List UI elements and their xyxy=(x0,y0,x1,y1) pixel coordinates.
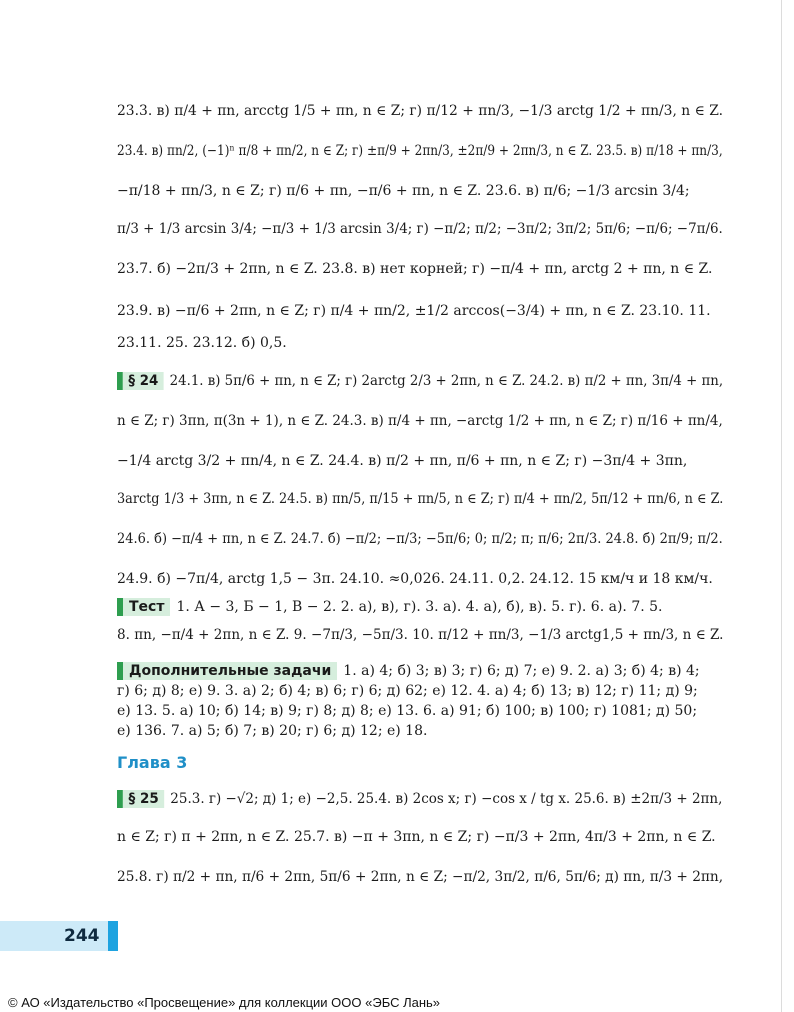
section-24-line xyxy=(117,372,723,390)
answer-line: 8. πn, −π/4 + 2πn, n ∈ Z. 9. −7π/3, −5π/3. 10. π/12 + πn/3, −1/3 arctg1,5 + πn/3, n ∈ Z. xyxy=(117,627,724,643)
extra-tasks-line xyxy=(117,662,700,680)
answer-line: 23.7. б) −2π/3 + 2πn, n ∈ Z. 23.8. в) нет корней; г) −π/4 + πn, arctg 2 + πn, n ∈ Z. xyxy=(117,261,713,277)
extra-tasks-tag: Дополнительные задачи xyxy=(117,662,337,680)
answer-text: 1. а) 4; б) 3; в) 3; г) 6; д) 7; е) 9. 2. а) 3; б) 4; в) 4; xyxy=(343,663,700,679)
answer-line: е) 136. 7. а) 5; б) 7; в) 20; г) 6; д) 12; е) 18. xyxy=(117,723,428,739)
answer-line: г) 6; д) 8; е) 9. 3. а) 2; б) 4; в) 6; г) 6; д) 62; е) 12. 4. а) 4; б) 13; в) 12; г) 11; д) 9; xyxy=(117,683,698,699)
answer-line: 23.11. 25. 23.12. б) 0,5. xyxy=(117,335,287,351)
chapter-title: Глава 3 xyxy=(117,753,188,772)
copyright-footer: © АО «Издательство «Просвещение» для коллекции ООО «ЭБС Лань» xyxy=(8,995,441,1010)
answer-line: е) 13. 5. а) 10; б) 14; в) 9; г) 8; д) 8; е) 13. 6. а) 91; б) 100; в) 100; г) 1081; д) 50; xyxy=(117,703,698,719)
page-number-accent xyxy=(108,921,118,951)
answer-line: n ∈ Z; г) π + 2πn, n ∈ Z. 25.7. в) −π + 3πn, n ∈ Z; г) −π/3 + 2πn, 4π/3 + 2πn, n ∈ Z. xyxy=(117,829,716,845)
page-number: 244 xyxy=(64,926,100,946)
section-25-tag: § 25 xyxy=(117,790,165,808)
section-24-tag: § 24 xyxy=(117,372,164,390)
answer-line: 23.9. в) −π/6 + 2πn, n ∈ Z; г) π/4 + πn/2, ±1/2 arccos(−3/4) + πn, n ∈ Z. 23.10. 11. xyxy=(117,303,711,319)
page-edge xyxy=(781,0,782,1012)
answer-line: 25.8. г) π/2 + πn, π/6 + 2πn, 5π/6 + 2πn, n ∈ Z; −π/2, 3π/2, π/6, 5π/6; д) πn, π/3 + 2πn, xyxy=(117,869,724,885)
test-tag: Тест xyxy=(117,598,170,616)
answer-text: 1. А − 3, Б − 1, В − 2. 2. а), в), г). 3. а). 4. а), б), в). 5. г). 6. а). 7. 5. xyxy=(176,599,663,615)
answer-line: 24.9. б) −7π/4, arctg 1,5 − 3π. 24.10. ≈0,026. 24.11. 0,2. 24.12. 15 км/ч и 18 км/ч. xyxy=(117,571,713,587)
answer-line: −1/4 arctg 3/2 + πn/4, n ∈ Z. 24.4. в) π/2 + πn, π/6 + πn, n ∈ Z; г) −3π/4 + 3πn, xyxy=(117,453,688,469)
answer-text: 25.3. г) −√2; д) 1; е) −2,5. 25.4. в) 2cos x; г) −cos x / tg x. 25.6. в) ±2π/3 + 2πn, xyxy=(170,791,723,807)
answer-line: n ∈ Z; г) 3πn, π(3n + 1), n ∈ Z. 24.3. в) π/4 + πn, −arctg 1/2 + πn, n ∈ Z; г) π/16 + πn/4, xyxy=(117,413,723,429)
answer-line: 24.6. б) −π/4 + πn, n ∈ Z. 24.7. б) −π/2; −π/3; −5π/6; 0; π/2; π; π/6; 2π/3. 24.8. б) 2π/9; π/2. xyxy=(117,531,723,547)
answer-line: 3arctg 1/3 + 3πn, n ∈ Z. 24.5. в) πn/5, π/15 + πn/5, n ∈ Z; г) π/4 + πn/2, 5π/12 + πn/6, n ∈ Z. xyxy=(117,491,724,507)
answer-line: 23.3. в) π/4 + πn, arcctg 1/5 + πn, n ∈ Z; г) π/12 + πn/3, −1/3 arctg 1/2 + πn/3, n ∈ Z. xyxy=(117,103,724,119)
answer-line: π/3 + 1/3 arcsin 3/4; −π/3 + 1/3 arcsin 3/4; г) −π/2; π/2; −3π/2; 3π/2; 5π/6; −π/6; −7π/6. xyxy=(117,221,723,237)
section-25-line xyxy=(117,790,722,808)
test-line xyxy=(117,598,662,616)
answer-text: 24.1. в) 5π/6 + πn, n ∈ Z; г) 2arctg 2/3 + 2πn, n ∈ Z. 24.2. в) π/2 + πn, 3π/4 + πn, xyxy=(169,373,724,389)
answer-line: −π/18 + πn/3, n ∈ Z; г) π/6 + πn, −π/6 + πn, n ∈ Z. 23.6. в) π/6; −1/3 arcsin 3/4; xyxy=(117,183,690,199)
answer-line: 23.4. в) πn/2, (−1)ⁿ π/8 + πn/2, n ∈ Z; г) ±π/9 + 2πn/3, ±2π/9 + 2πn/3, n ∈ Z. 23.5. в) π/18 + πn/3, xyxy=(117,143,723,159)
